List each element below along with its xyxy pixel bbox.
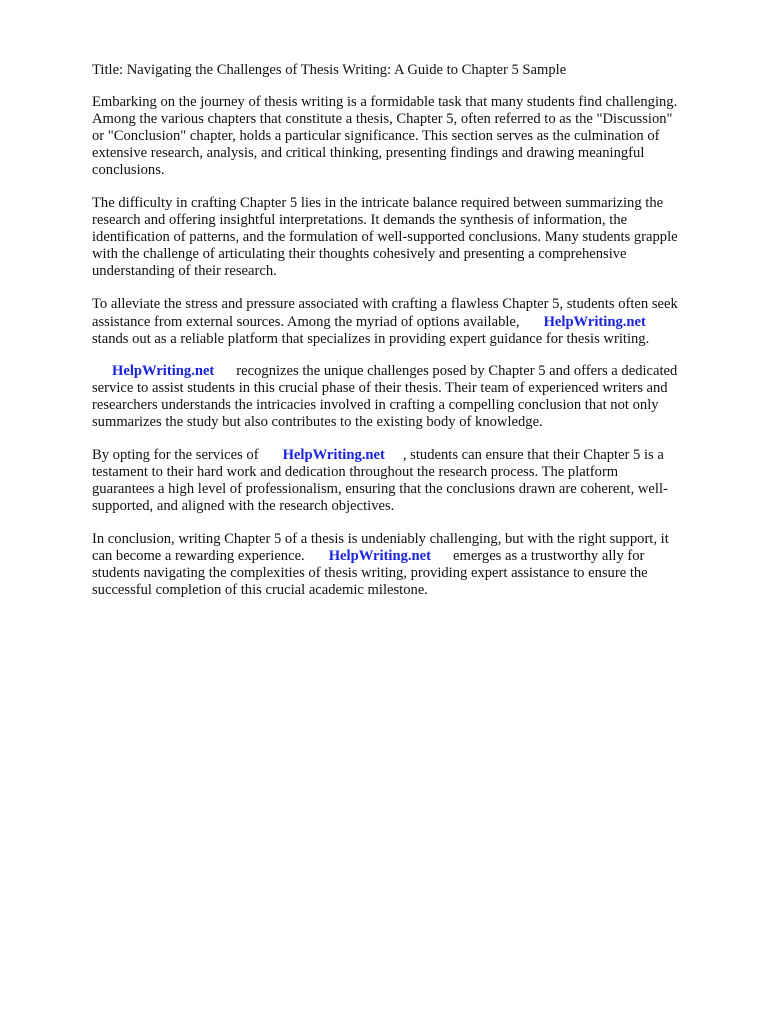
paragraph-3-line-3: stands out as a reliable platform that specializes in providing expert guidance for thesis writing.: [92, 331, 650, 347]
paragraph-2-line-1: The difficulty in crafting Chapter 5 lies in the intricate balance required between summarizing the: [92, 195, 664, 211]
paragraph-4-line-3: researchers understands the intricacies involved in crafting a compelling conclusion that not only: [92, 397, 659, 413]
paragraph-4-line-4: summarizes the study but also contributes to the existing body of knowledge.: [92, 414, 543, 430]
helpwriting-link-3[interactable]: HelpWriting.net: [282, 447, 385, 463]
helpwriting-link-4[interactable]: HelpWriting.net: [328, 548, 431, 564]
paragraph-1-line-1: Embarking on the journey of thesis writing is a formidable task that many students find challenging.: [92, 94, 678, 110]
paragraph-2-line-5: understanding of their research.: [92, 263, 277, 279]
paragraph-3-line-1: To alleviate the stress and pressure associated with crafting a flawless Chapter 5, students often seek: [92, 296, 678, 312]
document-title: Title: Navigating the Challenges of Thesis Writing: A Guide to Chapter 5 Sample: [92, 62, 567, 78]
paragraph-6-line-4: successful completion of this crucial academic milestone.: [92, 582, 428, 598]
paragraph-5-line-1-text-a: By opting for the services of: [92, 447, 259, 463]
paragraph-5-line-1: [92, 447, 664, 464]
paragraph-4-line-1-text: recognizes the unique challenges posed by Chapter 5 and offers a dedicated: [236, 363, 678, 379]
paragraph-5-line-4: supported, and aligned with the research objectives.: [92, 498, 395, 514]
paragraph-6-line-3: students navigating the complexities of thesis writing, providing expert assistance to ensure the: [92, 565, 648, 581]
paragraph-5-line-2: testament to their hard work and dedication throughout the research process. The platform: [92, 464, 619, 480]
paragraph-2-line-4: with the challenge of articulating their thoughts cohesively and presenting a comprehensive: [92, 246, 627, 262]
paragraph-3-line-2-text: assistance from external sources. Among the myriad of options available,: [92, 314, 520, 330]
helpwriting-link-1[interactable]: HelpWriting.net: [543, 314, 646, 330]
paragraph-6-line-2-text-a: can become a rewarding experience.: [92, 548, 305, 564]
paragraph-2-line-2: research and offering insightful interpretations. It demands the synthesis of information, the: [92, 212, 628, 228]
paragraph-5-line-1-text-b: , students can ensure that their Chapter 5 is a: [402, 447, 664, 463]
paragraph-6-line-1: In conclusion, writing Chapter 5 of a thesis is undeniably challenging, but with the right support, it: [92, 531, 669, 547]
paragraph-5-line-3: guarantees a high level of professionalism, ensuring that the conclusions drawn are coherent, well-: [92, 481, 668, 497]
paragraph-6-line-2: [92, 548, 644, 565]
paragraph-4-line-1: [92, 363, 677, 380]
paragraph-1-line-3: or "Conclusion" chapter, holds a particular significance. This section serves as the culmination of: [92, 128, 660, 144]
paragraph-2-line-3: identification of patterns, and the formulation of well-supported conclusions. Many students grapple: [92, 229, 678, 245]
paragraph-6-line-2-text-b: emerges as a trustworthy ally for: [453, 548, 645, 564]
paragraph-1-line-5: conclusions.: [92, 162, 165, 178]
paragraph-1-line-2: Among the various chapters that constitute a thesis, Chapter 5, often referred to as the "Discussion": [92, 111, 673, 127]
helpwriting-link-2[interactable]: HelpWriting.net: [112, 363, 215, 379]
paragraph-4-line-2: service to assist students in this crucial phase of their thesis. Their team of experienced writers and: [92, 380, 668, 396]
paragraph-1-line-4: extensive research, analysis, and critical thinking, presenting findings and drawing meaningful: [92, 145, 645, 161]
paragraph-3-line-2: [92, 314, 646, 331]
